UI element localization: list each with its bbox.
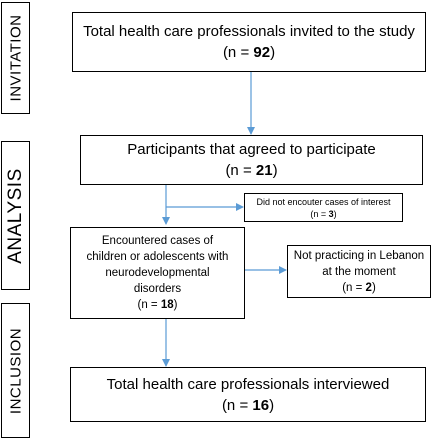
phase-label-inclusion: INCLUSION xyxy=(7,327,24,414)
box-no-cases-text: Did not encouter cases of interest xyxy=(256,196,391,207)
box-not-practicing-line1: Not practicing in Lebanon xyxy=(293,249,425,262)
box-interviewed xyxy=(70,367,426,422)
box-agreed xyxy=(80,135,423,185)
box-invited xyxy=(72,12,426,72)
box-encountered-line3: neurodevelopmental xyxy=(105,267,210,279)
phase-label-invitation: INVITATION xyxy=(7,14,24,102)
box-invited-count: (n = 92) xyxy=(222,44,276,61)
phase-analysis xyxy=(1,141,30,290)
box-no-cases xyxy=(244,193,403,222)
box-interviewed-count: (n = 16) xyxy=(221,396,275,414)
box-encountered-count: (n = 18) xyxy=(137,299,178,311)
box-invited-text: Total health care professionals invited to the study xyxy=(83,23,415,40)
box-encountered-line1: Encountered cases of xyxy=(101,235,214,247)
box-not-practicing xyxy=(287,245,431,298)
box-agreed-count: (n = 21) xyxy=(225,162,278,179)
phase-inclusion xyxy=(1,303,30,438)
box-agreed-text: Participants that agreed to participate xyxy=(127,141,376,158)
box-not-practicing-line2: at the moment xyxy=(322,265,396,278)
phase-invitation xyxy=(1,2,30,114)
box-not-practicing-count: (n = 2) xyxy=(342,281,376,294)
box-encountered xyxy=(70,227,245,319)
box-interviewed-text: Total health care professionals interviewed xyxy=(106,375,390,393)
box-encountered-line2: children or adolescents with xyxy=(86,251,229,263)
box-encountered-line4: disorders xyxy=(133,283,182,295)
box-no-cases-count: (n = 3) xyxy=(310,208,337,219)
phase-label-analysis: ANALYSIS xyxy=(4,167,26,264)
